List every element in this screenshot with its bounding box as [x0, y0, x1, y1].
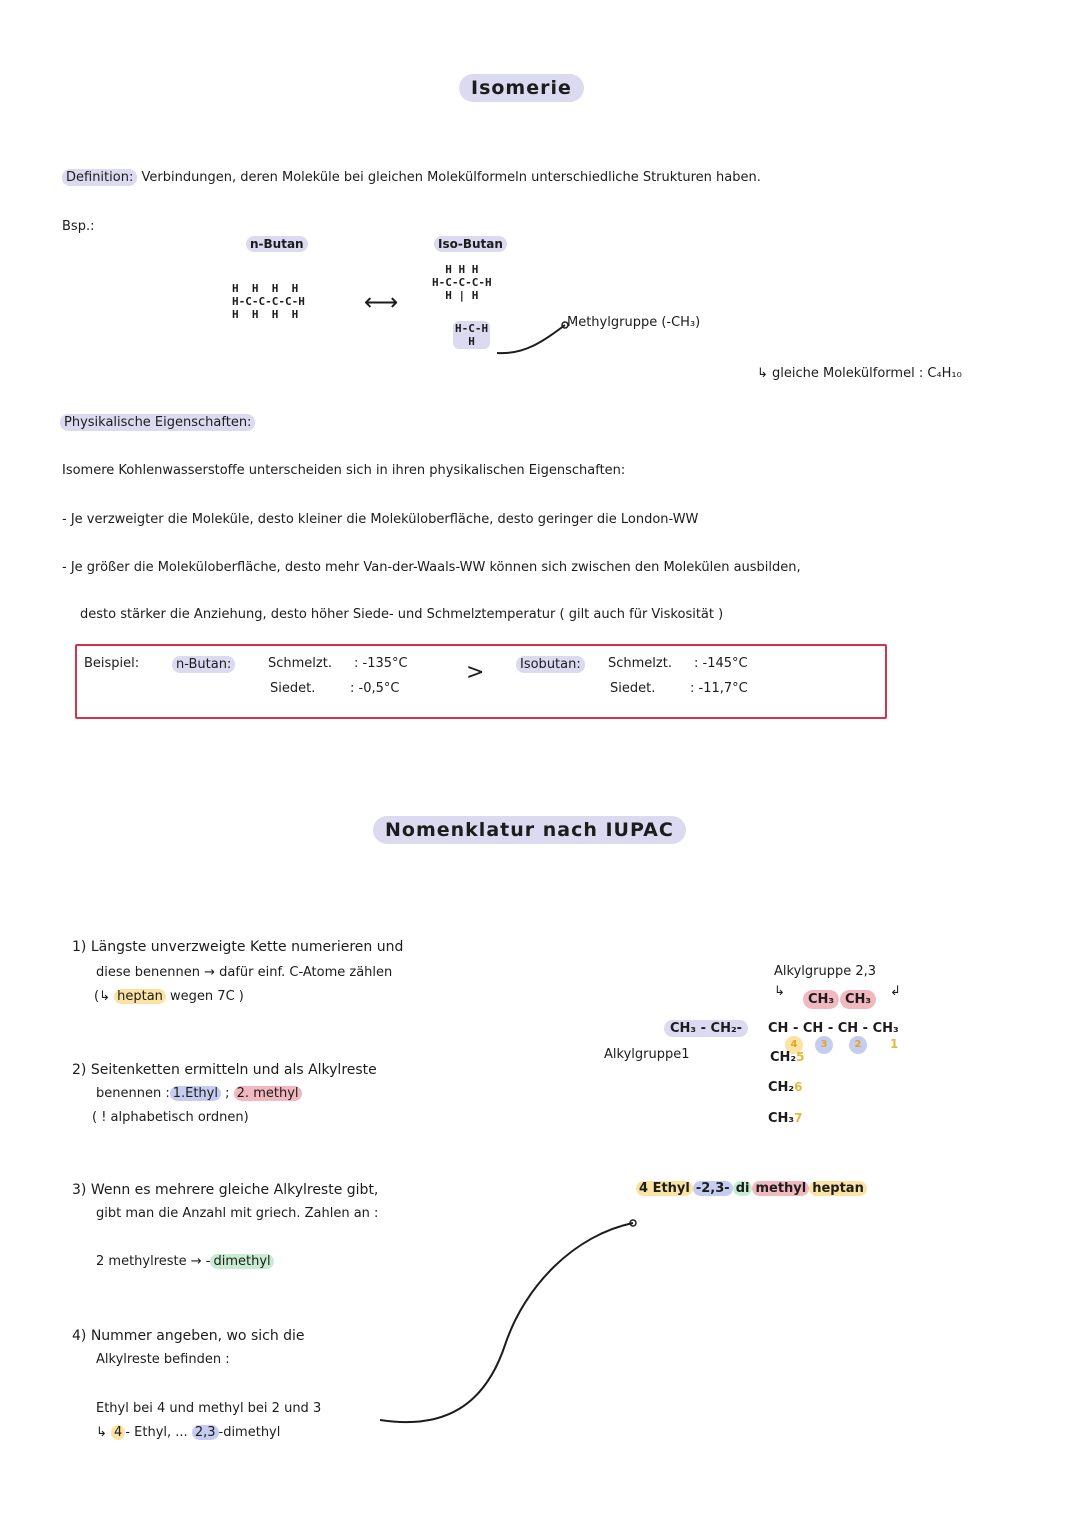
locant-5: 5 — [796, 1050, 805, 1064]
heptan-highlight: heptan — [114, 989, 166, 1004]
branch-ch2-b — [768, 1080, 802, 1095]
branch-ch3-text: CH₃ — [768, 1111, 795, 1126]
iso-butan-structure: H H H H-C-C-C-H H | H — [432, 263, 492, 302]
step1-arrow: (↳ — [94, 989, 110, 1004]
n-butan-melt-label: Schmelzt. — [268, 656, 332, 671]
step1-line3 — [94, 989, 244, 1004]
locant-2: 2 — [849, 1036, 867, 1054]
ch3-top-a: CH₃ — [803, 990, 839, 1009]
step2-line2 — [96, 1086, 302, 1101]
bullet-surface: - Je größer die Moleküloberfläche, desto mehr Van-der-Waals-WW können sich zwischen den Molekülen ausbilden, — [62, 560, 801, 575]
locant-3: 3 — [815, 1036, 833, 1054]
definition-text: Verbindungen, deren Moleküle bei gleichen Molekülformeln unterschiedliche Strukturen haben. — [141, 170, 761, 185]
step3-line3 — [96, 1254, 274, 1269]
alkyl-group-1-label: Alkylgruppe1 — [604, 1047, 690, 1062]
physical-properties-heading: Physikalische Eigenschaften: — [60, 414, 255, 431]
isobutan-boil-value: : -11,7°C — [690, 681, 748, 696]
n-butan-structure: H H H H H-C-C-C-C-H H H H H — [232, 282, 305, 321]
step4-line3: Ethyl bei 4 und methyl bei 2 und 3 — [96, 1401, 322, 1416]
result-ethyl: 4 Ethyl — [636, 1181, 693, 1196]
locant-1: 1 — [890, 1037, 899, 1051]
step2-sep: ; — [225, 1086, 230, 1101]
four-highlight: 4 — [111, 1425, 125, 1440]
main-chain: CH - CH - CH - CH₃ — [768, 1021, 899, 1036]
page-title-isomerie: Isomerie — [459, 74, 584, 102]
iso-butan-label: Iso-Butan — [434, 236, 507, 252]
double-arrow-icon: ⟷ — [364, 288, 399, 316]
step2-line1: 2) Seitenketten ermitteln und als Alkylreste — [72, 1062, 377, 1078]
step1-line1: 1) Längste unverzweigte Kette numerieren und — [72, 939, 404, 955]
locant-4: 4 — [785, 1036, 803, 1054]
step2-text: benennen : — [96, 1086, 170, 1101]
long-curved-arrow-icon — [375, 1215, 645, 1430]
result-di: di — [733, 1181, 753, 1196]
two-three-highlight: 2,3 — [192, 1425, 219, 1440]
step4-line4 — [96, 1425, 280, 1440]
locant-6: 6 — [794, 1080, 803, 1094]
branch-ch2-a — [770, 1050, 804, 1065]
step4-post: -dimethyl — [218, 1425, 281, 1440]
section-title-nomenclature: Nomenklatur nach IUPAC — [373, 816, 686, 844]
ethyl-part: CH₃ - CH₂- — [664, 1020, 748, 1037]
result-heptan: heptan — [809, 1181, 867, 1196]
greater-than: > — [466, 660, 485, 685]
curved-arrow-icon — [495, 315, 570, 360]
bullet-surface-cont: desto stärker die Anziehung, desto höher Siede- und Schmelztemperatur ( gilt auch für Viskosität ) — [80, 607, 724, 622]
branch-ch2-a-text: CH₂ — [770, 1050, 797, 1065]
methyl-group-label: Methylgruppe (-CH₃) — [567, 315, 701, 330]
n-butan-name: n-Butan: — [172, 656, 235, 673]
n-butan-boil-label: Siedet. — [270, 681, 316, 696]
step3-line2: gibt man die Anzahl mit griech. Zahlen an : — [96, 1206, 379, 1221]
alkyl-group-23-label: Alkylgruppe 2,3 — [774, 964, 877, 979]
isobutan-melt-label: Schmelzt. — [608, 656, 672, 671]
n-butan-label: n-Butan — [246, 236, 308, 252]
isobutan-boil-label: Siedet. — [610, 681, 656, 696]
methyl-highlight: 2. methyl — [234, 1086, 302, 1101]
step1-line2: diese benennen → dafür einf. C-Atome zählen — [96, 965, 393, 980]
same-formula-note: ↳ gleiche Molekülformel : C₄H₁₀ — [757, 366, 962, 381]
step2-line3: ( ! alphabetisch ordnen) — [92, 1110, 249, 1125]
isobutan-melt-value: : -145°C — [694, 656, 748, 671]
n-butan-boil-value: : -0,5°C — [350, 681, 400, 696]
locant-7: 7 — [794, 1111, 803, 1125]
dimethyl-highlight: dimethyl — [210, 1254, 273, 1269]
ch3-top-b: CH₃ — [840, 990, 876, 1009]
step4-line2: Alkylreste befinden : — [96, 1352, 230, 1367]
n-butan-melt-value: : -135°C — [354, 656, 408, 671]
arrow-icon: ↳ — [774, 984, 785, 999]
iupac-result-name — [636, 1181, 867, 1196]
definition — [62, 170, 761, 185]
bullet-branching: - Je verzweigter die Moleküle, desto kleiner die Moleküloberfläche, desto geringer die London-WW — [62, 512, 699, 527]
step3-text: 2 methylreste → - — [96, 1254, 211, 1269]
result-locants: -2,3- — [693, 1181, 733, 1196]
physical-intro: Isomere Kohlenwasserstoffe unterscheiden sich in ihren physikalischen Eigenschaften: — [62, 463, 626, 478]
step4-line1: 4) Nummer angeben, wo sich die — [72, 1328, 305, 1344]
step1-reason: wegen 7C ) — [170, 989, 244, 1004]
branch-ch2-b-text: CH₂ — [768, 1080, 795, 1095]
step4-arrow: ↳ — [96, 1425, 107, 1440]
result-methyl: methyl — [752, 1181, 809, 1196]
branch-ch3 — [768, 1111, 802, 1126]
example-label: Bsp.: — [62, 219, 95, 234]
definition-label: Definition: — [62, 169, 137, 186]
arrow-icon-right: ↲ — [890, 984, 901, 999]
step4-mid: - Ethyl, ... — [125, 1425, 188, 1440]
step3-line1: 3) Wenn es mehrere gleiche Alkylreste gibt, — [72, 1182, 379, 1198]
ethyl-highlight: 1.Ethyl — [170, 1086, 221, 1101]
example-box-label: Beispiel: — [84, 656, 140, 671]
methyl-group-highlight: H-C-H H — [455, 322, 489, 348]
isobutan-name: Isobutan: — [516, 656, 585, 673]
